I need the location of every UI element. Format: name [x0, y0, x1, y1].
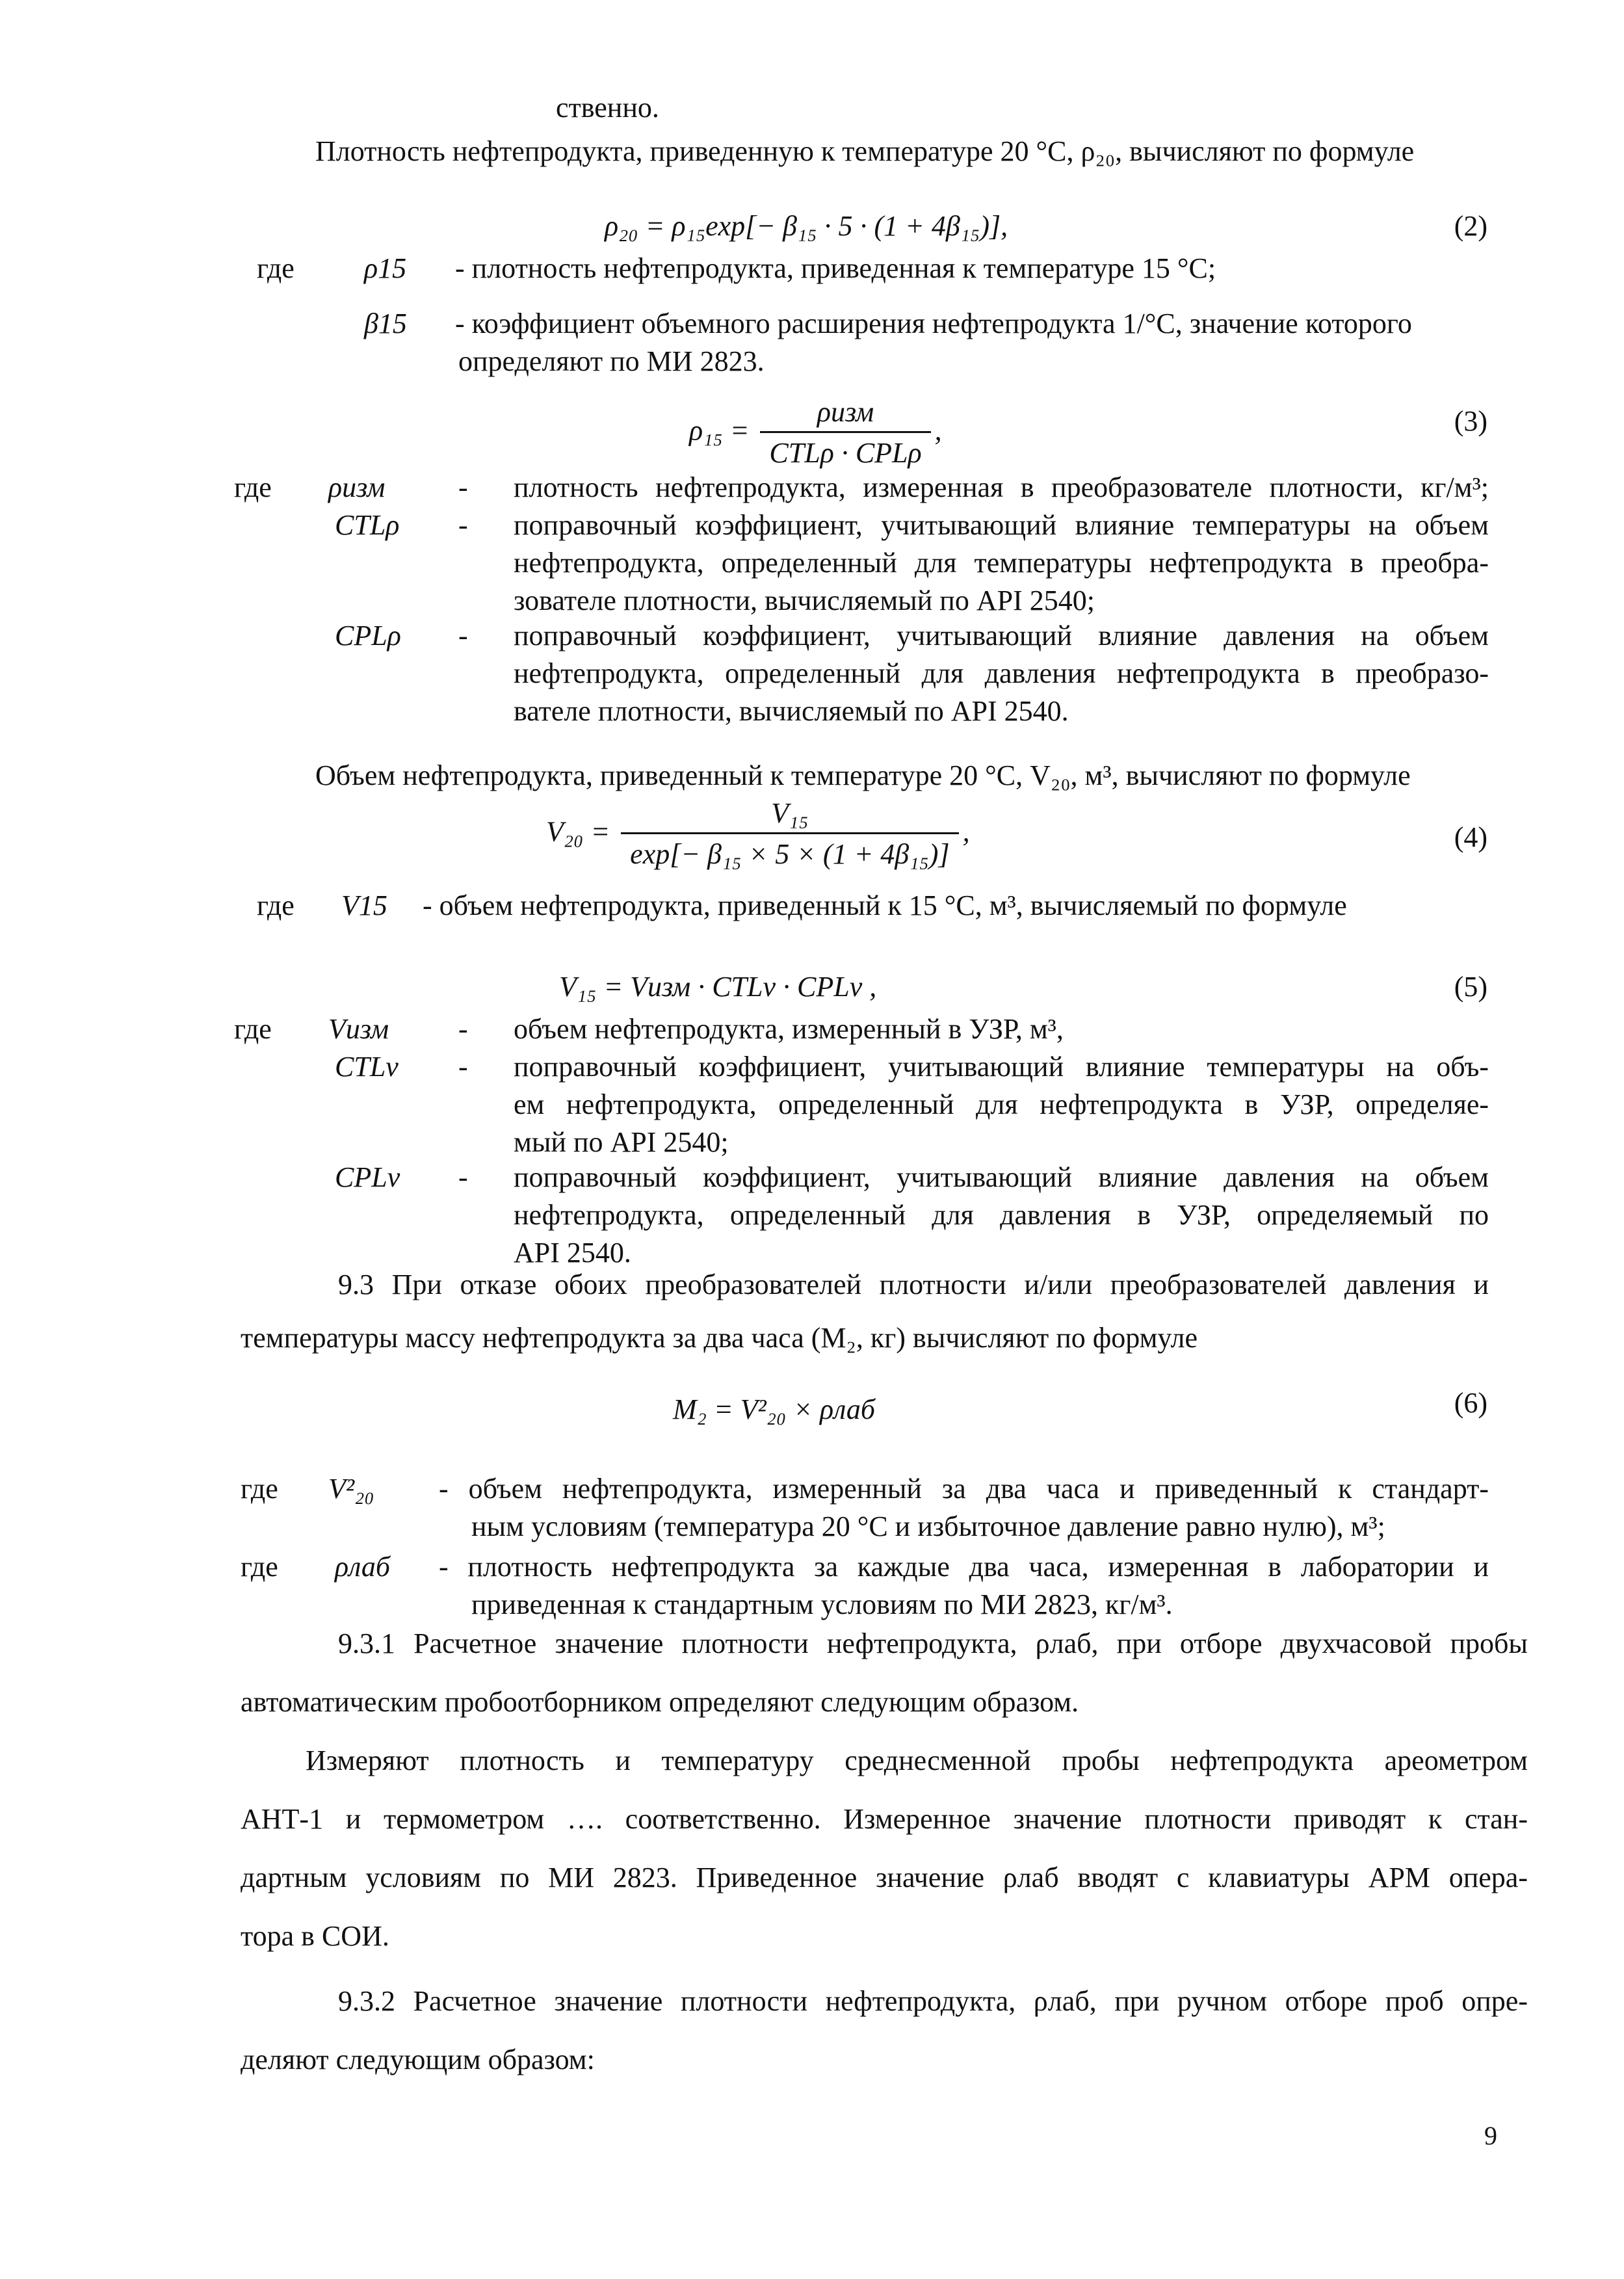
text-line: ственно.: [556, 92, 659, 124]
numerator: V₁₅: [621, 795, 958, 834]
eq-lhs: ρ₁₅ =: [689, 414, 750, 447]
text-line: автоматическим пробоотборником определяют следующим образом.: [241, 1686, 1079, 1718]
text-line: нефтепродукта, определенный для давления в УЗР, определяемый по: [514, 1199, 1489, 1231]
symbol: β15: [364, 308, 407, 339]
where-label: где: [241, 1473, 278, 1505]
eq-tail: ,: [934, 414, 942, 447]
fraction: [760, 393, 930, 473]
text-line: температуры массу нефтепродукта за два часа (M₂, кг) вычисляют по формуле: [241, 1322, 1198, 1354]
text-line: вателе плотности, вычисляемый по API 2540.: [514, 695, 1069, 727]
where-label: где: [257, 889, 295, 921]
text-line: мый по API 2540;: [514, 1126, 729, 1158]
text-line: ным условиям (температура 20 °С и избыточное давление равно нулю), м³;: [471, 1510, 1385, 1542]
dash: -: [458, 509, 468, 541]
text-line: определяют по МИ 2823.: [458, 345, 765, 377]
denominator: exp[− β₁₅ × 5 × (1 + 4β₁₅)]: [630, 838, 950, 870]
text-line: приведенная к стандартным условиям по МИ 2823, кг/м³.: [471, 1588, 1173, 1620]
text-line: - объем нефтепродукта, приведенный к 15 °С, м³, вычисляемый по формуле: [423, 889, 1347, 921]
text-line: АНТ-1 и термометром …. соответственно. Измеренное значение плотности приводят к стан-: [241, 1803, 1528, 1835]
dash: -: [458, 1013, 468, 1045]
numerator: ρизм: [760, 393, 930, 433]
denominator: CTLρ · CPLρ: [769, 437, 922, 469]
where-label: где: [257, 252, 295, 284]
text-line: - объем нефтепродукта, измеренный за два часа и приведенный к стандарт-: [439, 1473, 1489, 1505]
equation-number: (4): [1454, 821, 1487, 853]
equation-3: [689, 393, 942, 473]
text-line: поправочный коэффициент, учитывающий влияние давления на объем: [514, 1161, 1489, 1193]
equation-6: M₂ = V²₂₀ × ρлаб: [673, 1393, 875, 1425]
equation-5: V₁₅ = Vизм · CTLv · CPLv ,: [559, 971, 877, 1003]
text-line: 9.3.1 Расчетное значение плотности нефтепродукта, ρлаб, при отборе двухчасовой пробы: [338, 1627, 1528, 1659]
symbol: CPLv: [335, 1161, 400, 1193]
text-line: - плотность нефтепродукта за каждые два часа, измеренная в лаборатории и: [439, 1551, 1489, 1583]
symbol: CPLρ: [335, 620, 401, 652]
dash: -: [458, 620, 468, 652]
where-label: где: [234, 1013, 272, 1045]
text-line: нефтепродукта, определенный для температуры нефтепродукта в преобра-: [514, 547, 1489, 579]
symbol: ρизм: [328, 471, 386, 503]
text-line: ем нефтепродукта, определенный для нефтепродукта в УЗР, определяе-: [514, 1088, 1489, 1120]
symbol: CTLρ: [335, 509, 400, 541]
equation-2: ρ₂₀ = ρ₁₅exp[− β₁₅ · 5 · (1 + 4β₁₅)],: [605, 210, 1008, 242]
where-label: где: [241, 1551, 278, 1583]
where-label: где: [234, 471, 272, 503]
equation-4: [546, 795, 970, 875]
symbol: Vизм: [328, 1013, 389, 1045]
equation-number: (5): [1454, 971, 1487, 1003]
text-line: поправочный коэффициент, учитывающий влияние температуры на объем: [514, 509, 1489, 541]
symbol: CTLv: [335, 1051, 399, 1083]
text-line: - коэффициент объемного расширения нефтепродукта 1/°С, значение которого: [455, 308, 1412, 339]
dash: -: [458, 1161, 468, 1193]
text-line: тора в СОИ.: [241, 1920, 389, 1952]
equation-number: (6): [1454, 1387, 1487, 1419]
text-line: API 2540.: [514, 1237, 631, 1269]
eq-lhs: V₂₀ =: [546, 815, 610, 848]
text-line: объем нефтепродукта, измеренный в УЗР, м³,: [514, 1013, 1064, 1045]
symbol: ρлаб: [335, 1551, 390, 1583]
text-line: зователе плотности, вычисляемый по API 2540;: [514, 585, 1095, 616]
symbol: V²₂₀: [328, 1473, 374, 1505]
text-line: - плотность нефтепродукта, приведенная к температуре 15 °С;: [455, 252, 1216, 284]
text-line: 9.3 При отказе обоих преобразователей плотности и/или преобразователей давления и: [338, 1269, 1489, 1300]
dash: -: [458, 1051, 468, 1083]
text-line: поправочный коэффициент, учитывающий влияние давления на объем: [514, 620, 1489, 652]
symbol: ρ15: [364, 252, 407, 284]
dash: -: [458, 471, 468, 503]
text-line: 9.3.2 Расчетное значение плотности нефтепродукта, ρлаб, при ручном отборе проб опре-: [338, 1985, 1528, 2017]
text-line: Плотность нефтепродукта, приведенную к температуре 20 °С, ρ₂₀, вычисляют по формуле: [315, 135, 1415, 167]
fraction: [621, 795, 958, 875]
text-line: Объем нефтепродукта, приведенный к температуре 20 °С, V₂₀, м³, вычисляют по формуле: [315, 759, 1411, 791]
equation-number: (2): [1454, 210, 1487, 242]
text-line: деляют следующим образом:: [241, 2044, 595, 2075]
text-line: дартным условиям по МИ 2823. Приведенное значение ρлаб вводят с клавиатуры АРМ опера-: [241, 1862, 1528, 1893]
text-line: Измеряют плотность и температуру среднесменной пробы нефтепродукта ареометром: [306, 1745, 1528, 1776]
page-number: 9: [1484, 2121, 1497, 2150]
equation-number: (3): [1454, 405, 1487, 437]
text-line: поправочный коэффициент, учитывающий влияние температуры на объ-: [514, 1051, 1489, 1083]
text-line: плотность нефтепродукта, измеренная в преобразователе плотности, кг/м³;: [514, 471, 1489, 503]
eq-tail: ,: [962, 815, 970, 848]
text-line: нефтепродукта, определенный для давления нефтепродукта в преобразо-: [514, 657, 1489, 689]
symbol: V15: [341, 889, 387, 921]
